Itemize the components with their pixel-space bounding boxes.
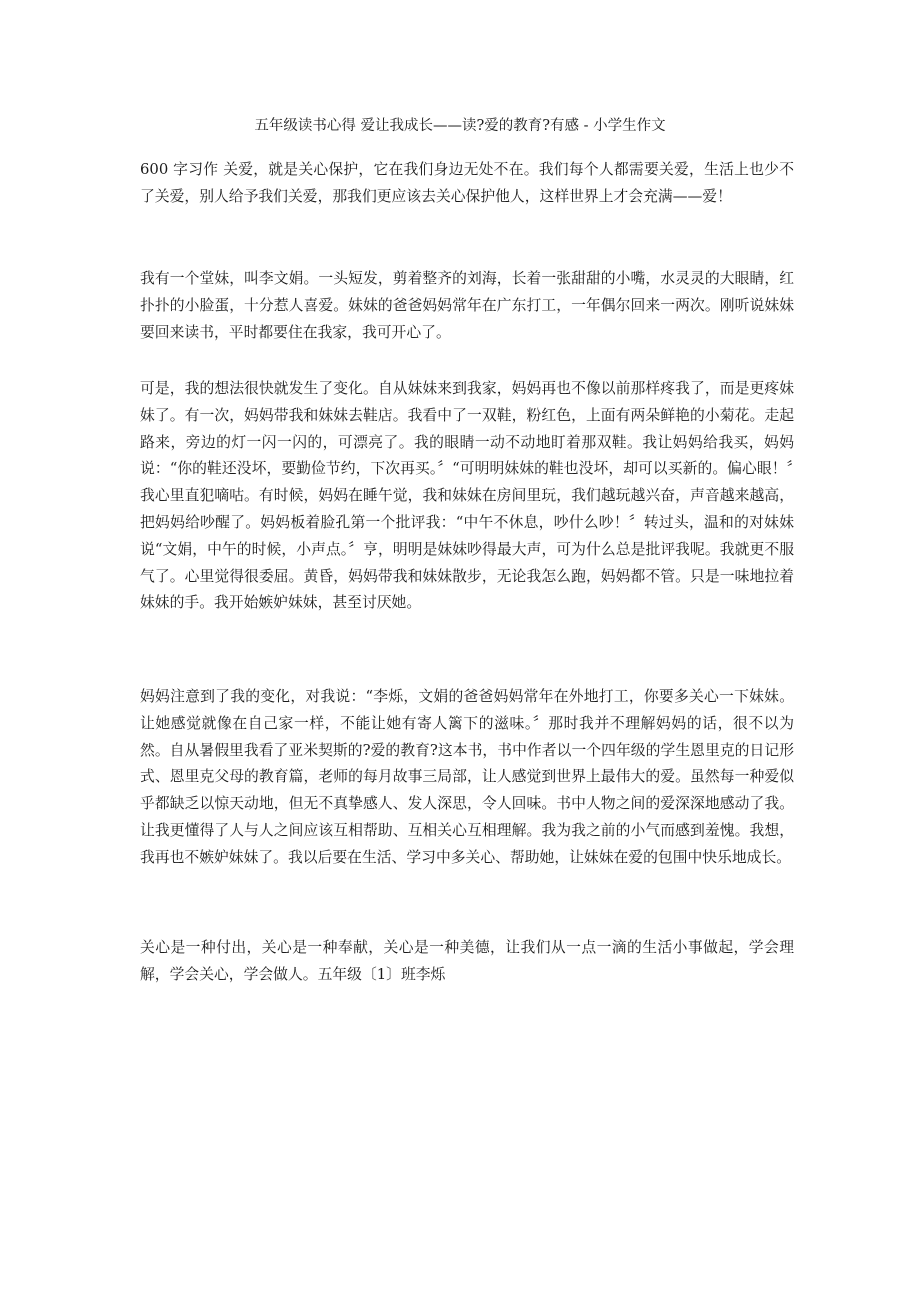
paragraph-change: 可是，我的想法很快就发生了变化。自从妹妹来到我家，妈妈再也不像以前那样疼我了，而是更疼妹妹了。有一次，妈妈带我和妹妹去鞋店。我看中了一双鞋，粉红色，上面有两朵鲜艳的小菊花。走起路来，旁边的灯一闪一闪的，可漂亮了。我的眼睛一动不动地盯着那双鞋。我让妈妈给我买，妈妈说：“你的鞋还没坏，要勤俭节约，下次再买。〞“可明明妹妹的鞋也没坏，却可以买新的。偏心眼！〞我心里直犯嘀咕。有时候，妈妈在睡午觉，我和妹妹在房间里玩，我们越玩越兴奋，声音越来越高，把妈妈给吵醒了。妈妈板着脸孔第一个批评我：“中午不休息，吵什么吵！〞转过头，温和的对妹妹说“文娟，中午的时候，小声点。〞亨，明明是妹妹吵得最大声，可为什么总是批评我呢。我就更不服气了。心里觉得很委屈。黄昏，妈妈带我和妹妹散步，无论我怎么跑，妈妈都不管。只是一味地拉着妹妹的手。我开始嫉妒妹妹，甚至讨厌她。 — [140, 380, 794, 612]
paragraph-intro: 600 字习作 关爱，就是关心保护，它在我们身边无处不在。我们每个人都需要关爱，生活上也少不了关爱，别人给予我们关爱，那我们更应该去关心保护他人，这样世界上才会充满——爱！ — [140, 161, 794, 205]
document-title: 五年级读书心得 爱让我成长——读?爱的教育?有感 - 小学生作文 — [254, 118, 666, 134]
paragraph-book: 妈妈注意到了我的变化，对我说：“李烁，文娟的爸爸妈妈常年在外地打工，你要多关心一下妹妹。让她感觉就像在自己家一样，不能让她有寄人篱下的滋味。〞那时我并不理解妈妈的话，很不以为然。自从暑假里我看了亚米契斯的?爱的教育?这本书，书中作者以一个四年级的学生恩里克的日记形式、恩里克父母的教育篇，老师的每月故事三局部，让人感觉到世界上最伟大的爱。虽然每一种爱似乎都缺乏以惊天动地，但无不真挚感人、发人深思，令人回味。书中人物之间的爱深深地感动了我。让我更懂得了人与人之间应该互相帮助、互相关心互相理解。我为我之前的小气而感到羞愧。我想，我再也不嫉妒妹妹了。我以后要在生活、学习中多关心、帮助她，让妹妹在爱的包围中快乐地成长。 — [140, 688, 794, 866]
paragraph-cousin: 我有一个堂妹，叫李文娟。一头短发，剪着整齐的刘海，长着一张甜甜的小嘴，水灵灵的大眼睛，红扑扑的小脸蛋，十分惹人喜爱。妹妹的爸爸妈妈常年在广东打工，一年偶尔回来一两次。刚听说妹妹要回来读书，平时都要住在我家，我可开心了。 — [140, 270, 794, 341]
paragraph-conclusion: 关心是一种付出，关心是一种奉献，关心是一种美德，让我们从一点一滴的生活小事做起，学会理解，学会关心，学会做人。五年级〔1〕班李烁 — [140, 939, 794, 983]
